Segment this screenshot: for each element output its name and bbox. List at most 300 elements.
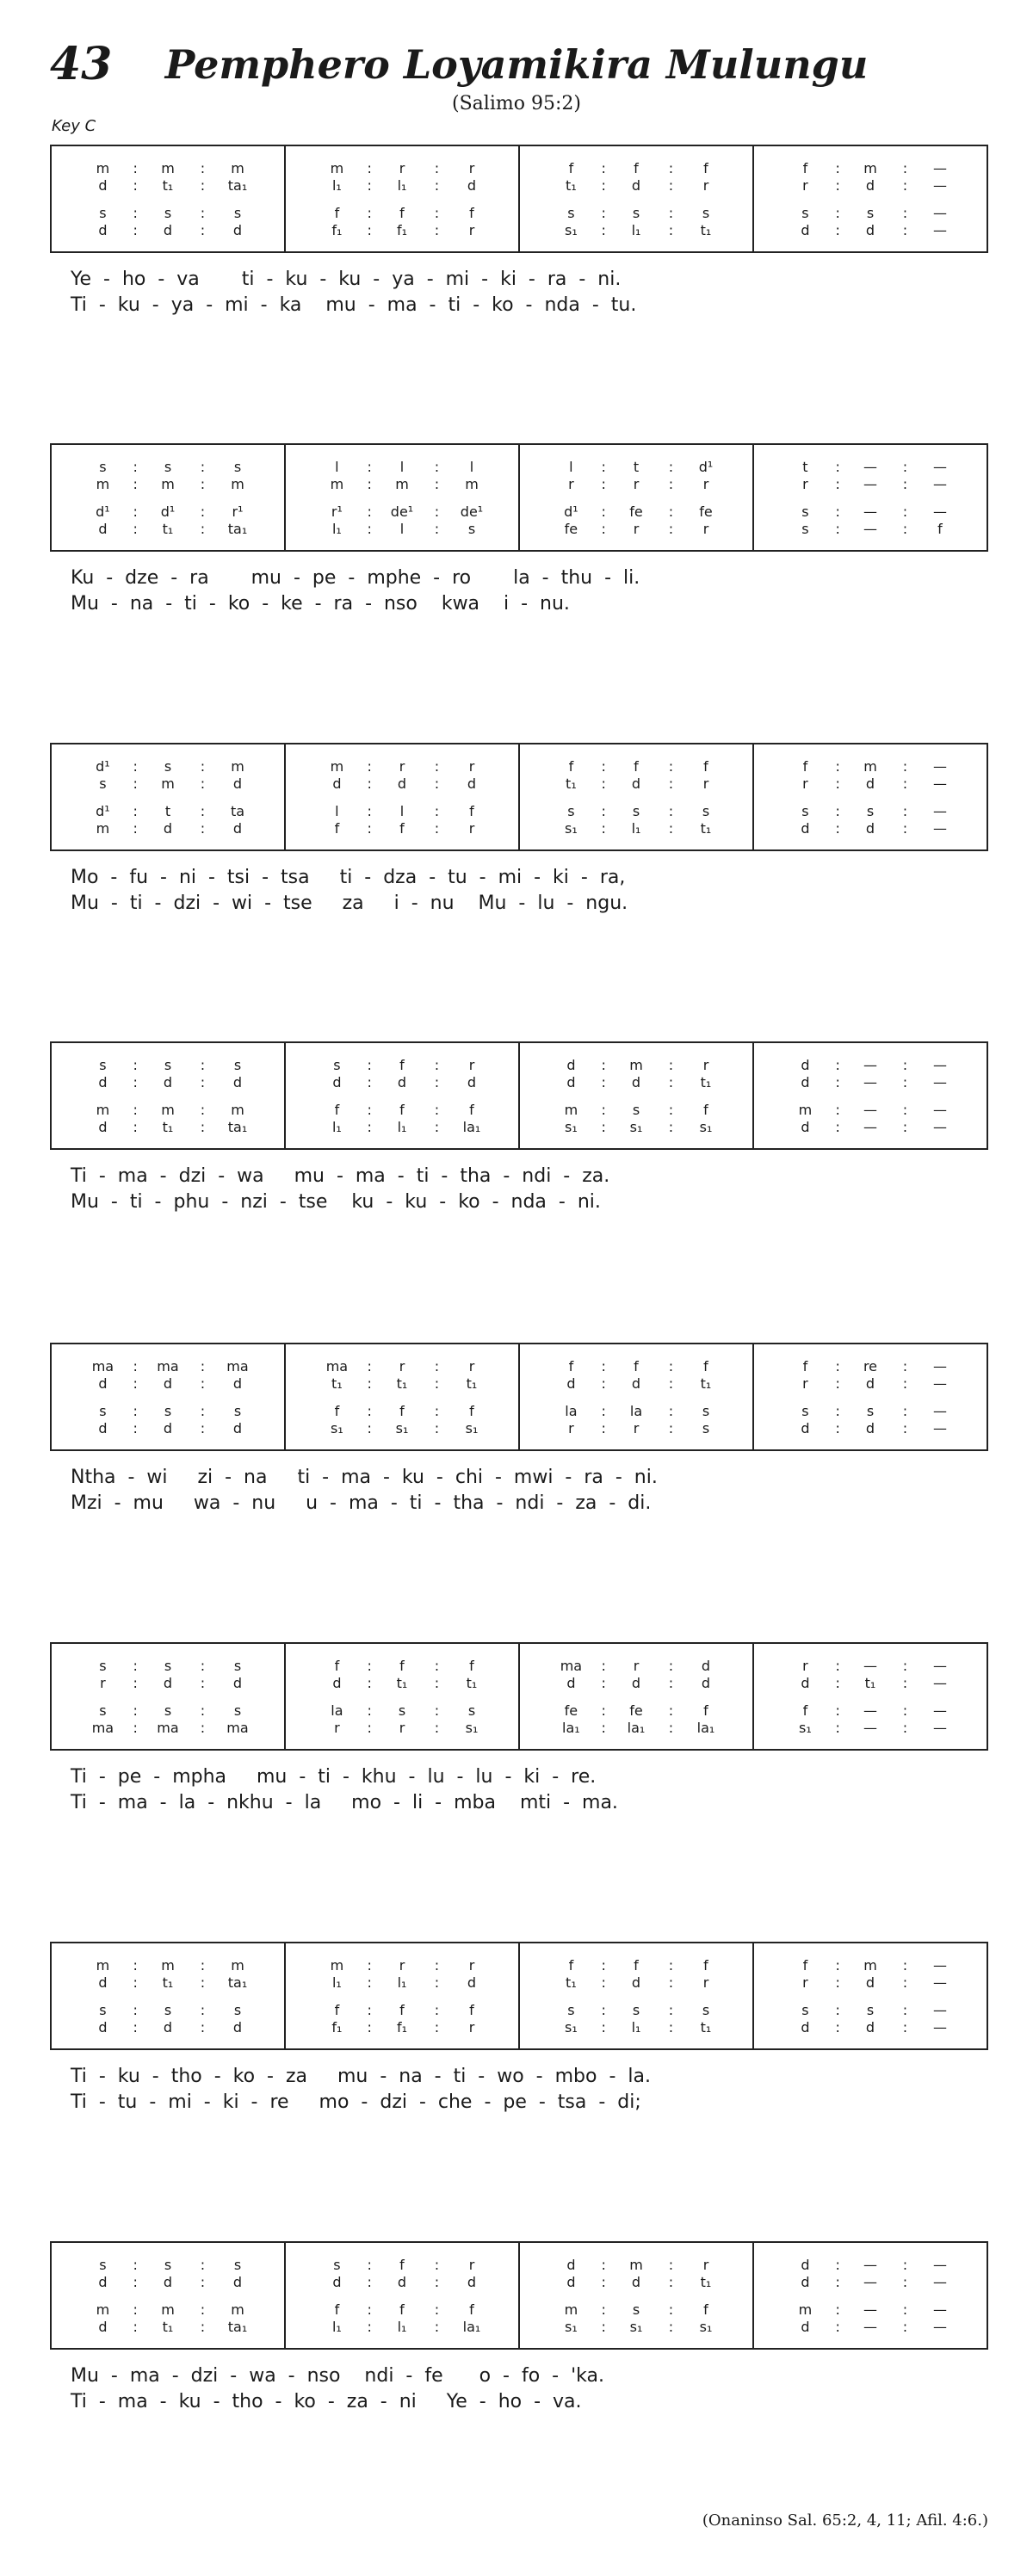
- solfa-note: d: [397, 775, 407, 792]
- solfa-note: —: [933, 176, 947, 194]
- solfa-note: fe: [699, 503, 713, 520]
- beat-separator: :: [601, 1073, 606, 1090]
- beat-separator: :: [902, 2318, 908, 2335]
- voice-line: [520, 1418, 752, 1437]
- beat-separator: :: [367, 1974, 372, 1991]
- beat-separator: :: [668, 2318, 674, 2335]
- lyrics: [50, 2064, 988, 2116]
- voice-line: [754, 474, 987, 493]
- solfa-note: —: [933, 757, 947, 775]
- solfa-note: de¹: [390, 503, 414, 520]
- solfa-note: ma: [91, 1719, 114, 1736]
- voice-line: [52, 1418, 284, 1437]
- solfa-note: —: [933, 1118, 947, 1135]
- solfa-note: m: [629, 2256, 643, 2273]
- voice-line: [286, 220, 518, 239]
- measure: [752, 1644, 987, 1749]
- solfa-note: s: [801, 1402, 809, 1419]
- beat-separator: :: [133, 2273, 138, 2290]
- solfa-note: s: [233, 458, 242, 475]
- beat-separator: :: [133, 2001, 138, 2018]
- measure: [284, 1943, 518, 2048]
- solfa-note: s: [99, 1657, 107, 1674]
- voice-line: [754, 1656, 987, 1675]
- solfa-note: d¹: [96, 757, 110, 775]
- voice-line: [754, 1673, 987, 1692]
- voice-line: [754, 2317, 987, 2336]
- beat-separator: :: [434, 775, 440, 792]
- key-signature: Key C: [52, 117, 96, 135]
- beat-separator: :: [601, 1419, 606, 1436]
- lyric-line: Ti - pe - mpha mu - ti - khu - lu - lu - ki - re.: [71, 1766, 597, 1788]
- solfa-note: f: [703, 1101, 708, 1118]
- solfa-note: f: [703, 1956, 708, 1974]
- lyrics: [50, 865, 988, 917]
- measure: [52, 744, 284, 849]
- solfa-note: d: [631, 775, 641, 792]
- voice-line: [754, 1100, 987, 1119]
- solfa-note: r: [468, 819, 475, 837]
- beat-separator: :: [133, 802, 138, 819]
- voice-line: [286, 457, 518, 476]
- beat-separator: :: [668, 1402, 674, 1419]
- beat-separator: :: [133, 1674, 138, 1691]
- solfa-note: re: [863, 1357, 878, 1374]
- solfa-note: ma: [157, 1719, 179, 1736]
- voice-line: [52, 801, 284, 820]
- beat-separator: :: [835, 458, 840, 475]
- beat-separator: :: [367, 1719, 372, 1736]
- solfa-note: f: [334, 2301, 340, 2318]
- solfa-note: t₁: [700, 819, 712, 837]
- scripture-reference: (Onaninso Sal. 65:2, 4, 11; Afil. 4:6.): [702, 2511, 988, 2530]
- solfa-note: d: [98, 520, 108, 537]
- solfa-note: r: [100, 1674, 106, 1691]
- solfa-note: ma: [226, 1357, 249, 1374]
- hymn-number: 43: [50, 38, 113, 90]
- beat-separator: :: [434, 1974, 440, 1991]
- solfa-note: r: [468, 1056, 475, 1073]
- voice-line: [286, 774, 518, 793]
- lyric-line: Mu - ti - phu - nzi - tse ku - ku - ko - nda - ni.: [71, 1191, 601, 1213]
- beat-separator: :: [668, 1073, 674, 1090]
- measure: [52, 1344, 284, 1449]
- beat-separator: :: [367, 757, 372, 775]
- solfa-note: l₁: [397, 1974, 407, 1991]
- lyric-line: Ti - ma - la - nkhu - la mo - li - mba mti - ma.: [71, 1792, 618, 1813]
- solfa-note: s: [866, 2001, 875, 2018]
- beat-separator: :: [601, 1702, 606, 1719]
- lyric-line: Mu - ti - dzi - wi - tse za i - nu Mu - lu - ngu.: [71, 893, 628, 914]
- solfa-note: —: [863, 2256, 877, 2273]
- solfa-note: —: [863, 1657, 877, 1674]
- solfa-note: m: [96, 819, 110, 837]
- solfa-note: s: [164, 2256, 172, 2273]
- solfa-note: s: [233, 204, 242, 221]
- beat-separator: :: [902, 2256, 908, 2273]
- voice-line: [286, 1401, 518, 1420]
- voice-line: [520, 757, 752, 775]
- voice-line: [52, 1401, 284, 1420]
- beat-separator: :: [668, 1357, 674, 1374]
- beat-separator: :: [133, 1056, 138, 1073]
- solfa-note: m: [96, 2301, 110, 2318]
- solfa-note: d¹: [96, 503, 110, 520]
- voice-line: [520, 176, 752, 195]
- beat-separator: :: [200, 2256, 206, 2273]
- solfa-note: s: [233, 1402, 242, 1419]
- solfa-note: s: [866, 802, 875, 819]
- beat-separator: :: [902, 1719, 908, 1736]
- solfa-note: m: [161, 1101, 175, 1118]
- beat-separator: :: [668, 1674, 674, 1691]
- beat-separator: :: [902, 520, 908, 537]
- solfa-note: f: [703, 1357, 708, 1374]
- solfa-note: d: [232, 2273, 243, 2290]
- solfa-note: d: [801, 1674, 810, 1691]
- beat-separator: :: [434, 176, 440, 194]
- voice-line: [286, 1100, 518, 1119]
- solfa-note: s: [632, 1101, 640, 1118]
- beat-separator: :: [835, 2256, 840, 2273]
- voice-line: [52, 2017, 284, 2036]
- voice-line: [520, 1656, 752, 1675]
- voice-line: [52, 176, 284, 195]
- solfa-note: d: [163, 819, 173, 837]
- beat-separator: :: [902, 1056, 908, 1073]
- solfa-note: f: [937, 520, 943, 537]
- voice-line: [52, 2317, 284, 2336]
- beat-separator: :: [835, 1101, 840, 1118]
- voice-line: [520, 2000, 752, 2019]
- solfa-note: ma: [226, 1719, 249, 1736]
- measure: [284, 2243, 518, 2348]
- solfa-note: m: [231, 159, 244, 176]
- solfa-note: s: [702, 2001, 710, 2018]
- solfa-note: r: [568, 475, 574, 492]
- voice-line: [754, 1955, 987, 1974]
- solfa-note: m: [863, 1956, 877, 1974]
- voice-line: [52, 2255, 284, 2274]
- beat-separator: :: [200, 2018, 206, 2035]
- solfa-note: d: [566, 1073, 576, 1090]
- solfa-note: r: [633, 520, 640, 537]
- voice-line: [520, 474, 752, 493]
- solfa-note: r: [399, 1357, 405, 1374]
- beat-separator: :: [133, 1719, 138, 1736]
- voice-line: [286, 2317, 518, 2336]
- solfa-note: la₁: [562, 1719, 580, 1736]
- voice-line: [754, 158, 987, 177]
- solfa-note: l₁: [331, 520, 342, 537]
- lyrics: [50, 1164, 988, 1215]
- solfa-note: —: [863, 1702, 877, 1719]
- score-system: [50, 1942, 988, 2116]
- solfa-note: m: [161, 775, 175, 792]
- solfa-staff: [50, 443, 988, 552]
- solfa-note: r: [468, 159, 475, 176]
- voice-line: [52, 1100, 284, 1119]
- solfa-note: r: [802, 775, 808, 792]
- beat-separator: :: [367, 819, 372, 837]
- solfa-note: f: [634, 757, 639, 775]
- solfa-note: d: [98, 2318, 108, 2335]
- beat-separator: :: [668, 1719, 674, 1736]
- solfa-note: s: [398, 1702, 406, 1719]
- solfa-note: ma: [91, 1357, 114, 1374]
- voice-line: [520, 1100, 752, 1119]
- hymn-title: Pemphero Loyamikira Mulungu: [164, 41, 869, 88]
- solfa-note: d: [163, 221, 173, 238]
- beat-separator: :: [601, 1974, 606, 1991]
- solfa-note: d: [98, 2273, 108, 2290]
- voice-line: [286, 519, 518, 538]
- beat-separator: :: [367, 159, 372, 176]
- beat-separator: :: [668, 503, 674, 520]
- voice-line: [754, 1701, 987, 1720]
- beat-separator: :: [200, 1402, 206, 1419]
- solfa-note: r: [802, 1374, 808, 1392]
- beat-separator: :: [434, 1702, 440, 1719]
- score-system: [50, 1041, 988, 1215]
- solfa-note: s: [702, 802, 710, 819]
- solfa-note: f: [399, 1101, 405, 1118]
- beat-separator: :: [835, 757, 840, 775]
- measure: [284, 445, 518, 550]
- measure: [518, 1943, 752, 2048]
- solfa-note: —: [863, 1719, 877, 1736]
- measure: [518, 146, 752, 251]
- solfa-note: s: [632, 2301, 640, 2318]
- beat-separator: :: [601, 221, 606, 238]
- voice-line: [754, 2017, 987, 2036]
- voice-line: [520, 1072, 752, 1091]
- solfa-note: s: [164, 1402, 172, 1419]
- solfa-note: —: [863, 1056, 877, 1073]
- measure: [752, 2243, 987, 2348]
- beat-separator: :: [902, 1357, 908, 1374]
- solfa-note: t₁: [466, 1674, 478, 1691]
- measure: [52, 445, 284, 550]
- lyric-line: Ti - ku - tho - ko - za mu - na - ti - wo - mbo - la.: [71, 2066, 651, 2087]
- beat-separator: :: [668, 1056, 674, 1073]
- solfa-note: —: [933, 775, 947, 792]
- beat-separator: :: [668, 2001, 674, 2018]
- lyric-line: Ti - ma - dzi - wa mu - ma - ti - tha - ndi - za.: [71, 1165, 610, 1187]
- beat-separator: :: [367, 221, 372, 238]
- beat-separator: :: [434, 1657, 440, 1674]
- voice-line: [754, 457, 987, 476]
- beat-separator: :: [367, 2256, 372, 2273]
- voice-line: [286, 1673, 518, 1692]
- solfa-note: f: [469, 1402, 474, 1419]
- solfa-note: t₁: [162, 176, 174, 194]
- voice-line: [286, 474, 518, 493]
- beat-separator: :: [133, 2256, 138, 2273]
- solfa-note: ma: [560, 1657, 583, 1674]
- voice-line: [286, 1055, 518, 1074]
- solfa-note: d: [98, 1073, 108, 1090]
- solfa-note: la₁: [462, 2318, 481, 2335]
- solfa-note: m: [231, 757, 244, 775]
- beat-separator: :: [902, 1674, 908, 1691]
- solfa-note: m: [96, 475, 110, 492]
- solfa-note: f: [568, 159, 574, 176]
- beat-separator: :: [133, 159, 138, 176]
- solfa-note: r: [568, 1419, 574, 1436]
- beat-separator: :: [601, 2018, 606, 2035]
- beat-separator: :: [902, 176, 908, 194]
- solfa-note: s: [567, 204, 575, 221]
- solfa-note: r: [399, 159, 405, 176]
- voice-line: [286, 1701, 518, 1720]
- beat-separator: :: [835, 1974, 840, 1991]
- solfa-note: f: [334, 1101, 340, 1118]
- beat-separator: :: [668, 1419, 674, 1436]
- solfa-note: s: [801, 802, 809, 819]
- beat-separator: :: [668, 475, 674, 492]
- lyric-line: Mu - na - ti - ko - ke - ra - nso kwa i - nu.: [71, 593, 570, 615]
- voice-line: [754, 1718, 987, 1737]
- beat-separator: :: [133, 1419, 138, 1436]
- beat-separator: :: [668, 221, 674, 238]
- voice-line: [286, 2300, 518, 2319]
- solfa-note: f: [399, 2301, 405, 2318]
- beat-separator: :: [434, 221, 440, 238]
- beat-separator: :: [133, 1073, 138, 1090]
- solfa-note: d: [163, 1374, 173, 1392]
- voice-line: [520, 1374, 752, 1393]
- solfa-note: t: [633, 458, 640, 475]
- beat-separator: :: [668, 1974, 674, 1991]
- beat-separator: :: [902, 1702, 908, 1719]
- solfa-note: s: [164, 458, 172, 475]
- beat-separator: :: [601, 1657, 606, 1674]
- solfa-note: d: [397, 2273, 407, 2290]
- beat-separator: :: [434, 1956, 440, 1974]
- measure: [52, 2243, 284, 2348]
- solfa-note: d: [98, 221, 108, 238]
- solfa-note: m: [395, 475, 409, 492]
- beat-separator: :: [133, 819, 138, 837]
- solfa-note: —: [863, 475, 877, 492]
- solfa-note: s: [801, 2001, 809, 2018]
- solfa-note: s: [333, 2256, 341, 2273]
- solfa-note: r: [702, 475, 709, 492]
- beat-separator: :: [200, 1419, 206, 1436]
- beat-separator: :: [835, 475, 840, 492]
- beat-separator: :: [601, 1101, 606, 1118]
- voice-line: [520, 2317, 752, 2336]
- solfa-note: f: [399, 2256, 405, 2273]
- voice-line: [286, 2017, 518, 2036]
- voice-line: [52, 457, 284, 476]
- solfa-note: d: [467, 2273, 477, 2290]
- lyric-line: Ti - tu - mi - ki - re mo - dzi - che - pe - tsa - di;: [71, 2091, 641, 2113]
- voice-line: [52, 2000, 284, 2019]
- solfa-note: d: [566, 1374, 576, 1392]
- solfa-note: m: [330, 475, 344, 492]
- solfa-note: d: [631, 1674, 641, 1691]
- beat-separator: :: [434, 2001, 440, 2018]
- voice-line: [286, 158, 518, 177]
- solfa-note: —: [863, 1118, 877, 1135]
- solfa-note: s₁: [629, 2318, 643, 2335]
- measure: [518, 1344, 752, 1449]
- score-system: [50, 1343, 988, 1517]
- beat-separator: :: [668, 1956, 674, 1974]
- measure: [284, 146, 518, 251]
- beat-separator: :: [434, 757, 440, 775]
- beat-separator: :: [434, 475, 440, 492]
- voice-line: [52, 1055, 284, 1074]
- solfa-note: f: [399, 1056, 405, 1073]
- solfa-note: ta₁: [227, 176, 248, 194]
- solfa-note: —: [933, 159, 947, 176]
- voice-line: [286, 1072, 518, 1091]
- solfa-note: s: [233, 1657, 242, 1674]
- measure: [284, 1344, 518, 1449]
- voice-line: [520, 1701, 752, 1720]
- beat-separator: :: [601, 520, 606, 537]
- voice-line: [520, 1673, 752, 1692]
- lyric-line: Mo - fu - ni - tsi - tsa ti - dza - tu - mi - ki - ra,: [71, 867, 626, 888]
- voice-line: [286, 2272, 518, 2291]
- measure: [752, 744, 987, 849]
- beat-separator: :: [902, 2301, 908, 2318]
- solfa-note: s₁: [465, 1719, 479, 1736]
- solfa-note: l₁: [331, 1974, 342, 1991]
- solfa-note: t₁: [700, 1374, 712, 1392]
- voice-line: [286, 1418, 518, 1437]
- solfa-note: d: [801, 2256, 810, 2273]
- beat-separator: :: [835, 1402, 840, 1419]
- voice-line: [520, 519, 752, 538]
- solfa-note: —: [933, 1056, 947, 1073]
- solfa-note: f₁: [331, 221, 343, 238]
- beat-separator: :: [601, 1056, 606, 1073]
- solfa-note: fe: [629, 503, 643, 520]
- voice-line: [520, 1401, 752, 1420]
- solfa-note: s: [99, 1056, 107, 1073]
- beat-separator: :: [200, 775, 206, 792]
- solfa-note: fe: [629, 1702, 643, 1719]
- solfa-note: m: [231, 1956, 244, 1974]
- solfa-note: r¹: [331, 503, 343, 520]
- solfa-note: s₁: [629, 1118, 643, 1135]
- beat-separator: :: [601, 204, 606, 221]
- beat-separator: :: [835, 1419, 840, 1436]
- voice-line: [520, 774, 752, 793]
- beat-separator: :: [367, 458, 372, 475]
- solfa-note: s₁: [395, 1419, 409, 1436]
- solfa-note: d: [865, 819, 875, 837]
- solfa-note: d: [163, 1073, 173, 1090]
- beat-separator: :: [902, 221, 908, 238]
- solfa-note: s: [632, 802, 640, 819]
- measure: [52, 1644, 284, 1749]
- solfa-staff: [50, 1642, 988, 1751]
- voice-line: [52, 1656, 284, 1675]
- solfa-note: m: [629, 1056, 643, 1073]
- beat-separator: :: [200, 176, 206, 194]
- solfa-note: d: [467, 176, 477, 194]
- beat-separator: :: [434, 2318, 440, 2335]
- beat-separator: :: [601, 475, 606, 492]
- solfa-note: s: [164, 1657, 172, 1674]
- beat-separator: :: [668, 520, 674, 537]
- solfa-note: f: [634, 1956, 639, 1974]
